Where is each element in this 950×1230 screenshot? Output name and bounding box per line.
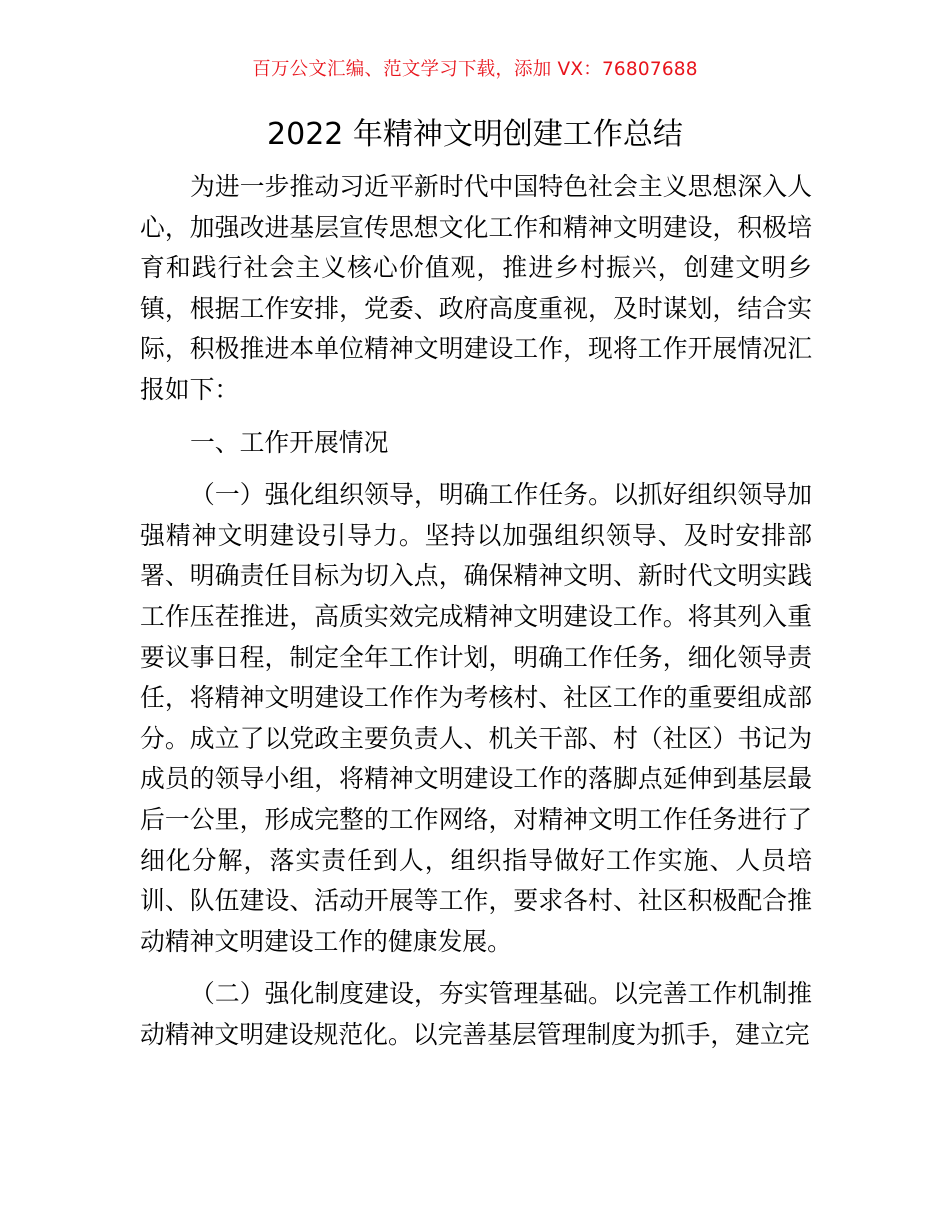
subsection-paragraph-1: （一）强化组织领导，明确工作任务。以抓好组织领导加强精神文明建设引导力。坚持以加强组织领导、及时安排部署、明确责任目标为切入点，确保精神文明、新时代文明实践工作压茬推进，高质实效完成精神文明建设工作。将其列入重要议事日程，制定全年工作计划，明确工作任务，细化领导责任，将精神文明建设工作作为考核村、社区工作的重要组成部分。成立了以党政主要负责人、机关干部、村（社区）书记为成员的领导小组，将精神文明建设工作的落脚点延伸到基层最后一公里，形成完整的工作网络，对精神文明工作任务进行了细化分解，落实责任到人，组织指导做好工作实施、人员培训、队伍建设、活动开展等工作，要求各村、社区积极配合推动精神文明建设工作的健康发展。 — [140, 480, 812, 956]
header-banner: 百万公文汇编、范文学习下载，添加 VX：76807688 — [252, 59, 698, 80]
document-body — [140, 167, 812, 1067]
section-heading: 一、工作开展情况 — [190, 427, 389, 457]
intro-paragraph: 为进一步推动习近平新时代中国特色社会主义思想深入人心，加强改进基层宣传思想文化工作和精神文明建设，积极培育和践行社会主义核心价值观，推进乡村振兴，创建文明乡镇，根据工作安排，党委、政府高度重视，及时谋划，结合实际，积极推进本单位精神文明建设工作，现将工作开展情况汇报如下： — [140, 172, 812, 404]
subsection-paragraph-2: （二）强化制度建设，夯实管理基础。以完善工作机制推动精神文明建设规范化。以完善基层管理制度为抓手，建立完 — [140, 979, 812, 1049]
document-title: 2022 年精神文明创建工作总结 — [267, 117, 683, 152]
